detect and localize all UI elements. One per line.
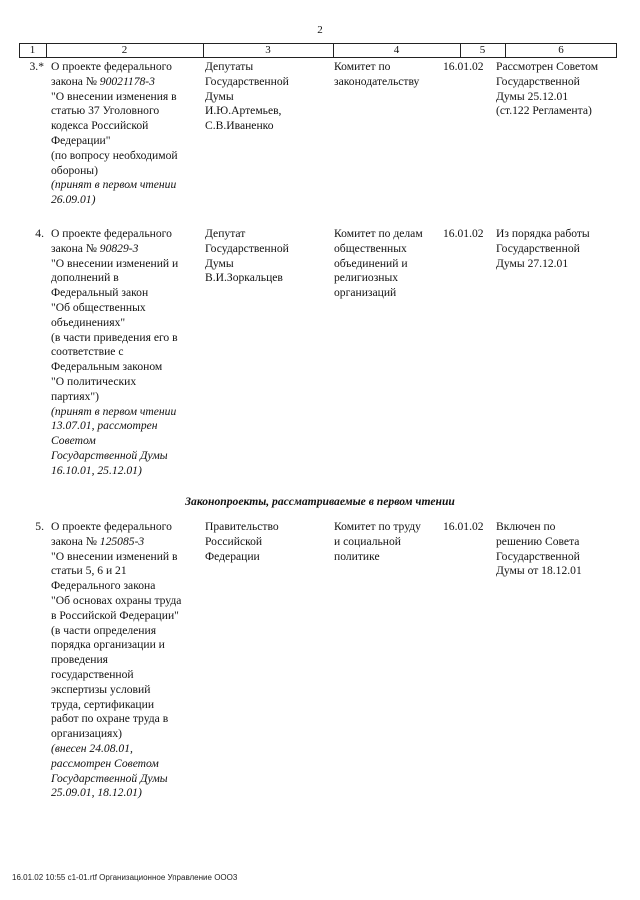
basis: Рассмотрен Советом Государственной Думы 25.12.01 (ст.122 Регламента) (496, 60, 599, 118)
column-header-3: 3 (265, 44, 271, 56)
column-header-2: 2 (121, 44, 128, 56)
responsible-committee: Комитет по труду и социальной политике (334, 520, 421, 563)
basis: Включен по решению Совета Государственной Думы от 18.12.01 (496, 520, 582, 578)
bill-number: 125085-3 (99, 534, 145, 548)
bill-title (51, 60, 201, 208)
bill-title (51, 520, 201, 801)
date: 16.01.02 (443, 520, 484, 533)
bill-title-rest: "О внесении изменений в статьи 5, 6 и 21 Федерального закона "Об основах охраны труда в Российской Федерации" (в части определения порядка организации и проведения государственной экспертизы условий труда, сертификации работ по охране труда в организациях) (51, 549, 182, 741)
page-number: 2 (317, 24, 323, 36)
row-number: 4. (35, 227, 44, 240)
row-number: 3.* (29, 60, 44, 73)
responsible-committee: Комитет по делам общественных объединений и религиозных организаций (334, 227, 423, 300)
column-header-6: 6 (558, 44, 564, 56)
bill-number: 90829-3 (99, 241, 139, 255)
bill-author: Правительство Российской Федерации (205, 520, 279, 563)
date: 16.01.02 (443, 60, 484, 73)
bill-status: (внесен 24.08.01, рассмотрен Советом Государственной Думы 25.09.01, 18.12.01) (51, 741, 168, 800)
column-header-4: 4 (393, 44, 400, 56)
bill-status: (принят в первом чтении 13.07.01, рассмотрен Советом Государственной Думы 16.10.01, 25.12.01) (51, 404, 177, 477)
bill-title-text: О проекте федерального закона № (51, 520, 172, 548)
document-footer: 16.01.02 10:55 c1-01.rtf Организационное Управление ООО3 (12, 873, 238, 882)
bill-title-text: О проекте федерального закона № (51, 227, 172, 255)
responsible-committee: Комитет по законодательству (334, 60, 420, 88)
bill-number: 90021178-3 (99, 74, 155, 88)
column-header-1: 1 (29, 44, 36, 56)
bill-title-text: О проекте федерального закона № (51, 60, 172, 88)
basis: Из порядка работы Государственной Думы 27.12.01 (496, 227, 590, 270)
column-header-5: 5 (479, 44, 486, 56)
bill-author: Депутат Государственной Думы В.И.Зоркальцев (205, 227, 289, 285)
table-header-row (19, 43, 617, 58)
date: 16.01.02 (443, 227, 484, 240)
bill-author: Депутаты Государственной Думы И.Ю.Артемьев, С.В.Иваненко (205, 60, 289, 133)
section-title: Законопроекты, рассматриваемые в первом чтении (185, 495, 455, 508)
bill-title-rest: "О внесении изменений и дополнений в Федеральный закон "Об общественных объединениях" (в части приведения его в соответствие с Федеральным законом "О политических партиях") (51, 256, 179, 403)
bill-title-rest: "О внесении изменения в статью 37 Уголовного кодекса Российской Федерации" (по вопросу необходимой обороны) (51, 89, 178, 177)
row-number: 5. (35, 520, 44, 533)
bill-status: (принят в первом чтении 26.09.01) (51, 178, 177, 207)
bill-title (51, 227, 201, 479)
